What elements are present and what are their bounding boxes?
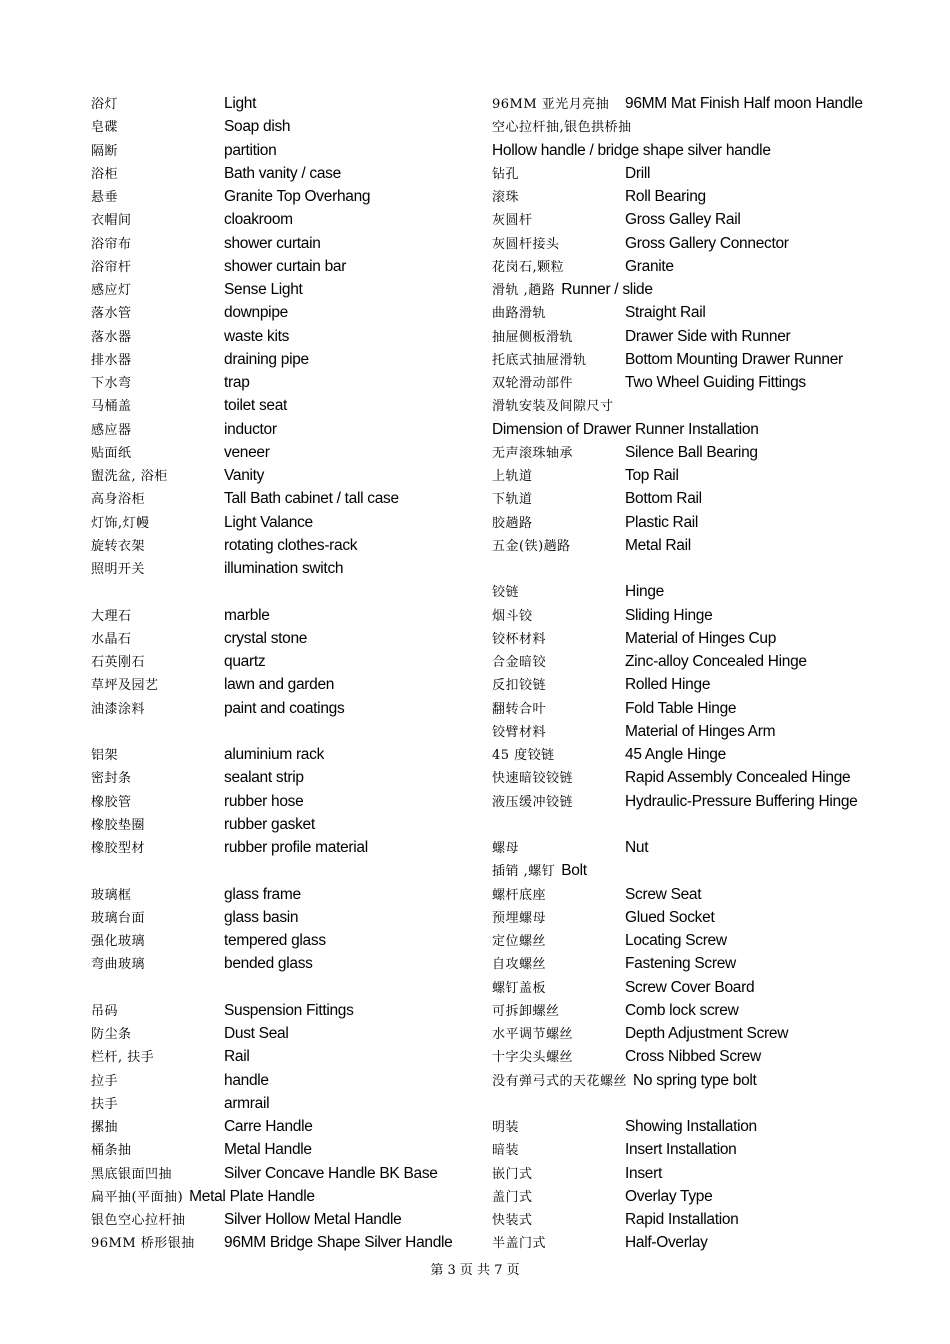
chinese-term: 橡胶垫圈 [91,817,146,833]
chinese-term: 可拆卸螺丝 [492,1003,560,1019]
english-term: Silver Concave Handle BK Base [224,1164,438,1182]
glossary-row [492,1069,932,1092]
glossary-row [492,418,932,441]
chinese-term: 灯饰,灯幔 [91,515,150,531]
glossary-row [492,1092,932,1115]
glossary-row [492,1022,932,1045]
glossary-row [91,139,471,162]
english-term: Hollow handle / bridge shape silver handle [492,141,771,159]
glossary-row [492,650,932,673]
english-term: Plastic Rail [625,513,699,531]
english-term: armrail [224,1094,270,1112]
glossary-row [492,487,932,510]
english-term: rotating clothes-rack [224,536,358,554]
glossary-row [492,929,932,952]
chinese-term: 密封条 [91,771,132,787]
glossary-row [91,441,471,464]
chinese-term: 桶条抽 [91,1143,132,1159]
chinese-term: 黑底银面凹抽 [91,1166,173,1182]
glossary-row [91,952,471,975]
english-term: Vanity [224,467,265,484]
english-term: Material of Hinges Cup [625,629,777,647]
chinese-term: 高身浴柜 [91,492,146,508]
glossary-row [91,208,471,231]
chinese-term: 照明开关 [91,562,146,577]
chinese-term: 螺母 [492,841,520,856]
glossary-row [492,208,932,231]
glossary-row [492,1231,932,1254]
english-term: glass frame [224,885,301,903]
chinese-term: 吊码 [91,1003,119,1019]
chinese-term: 感应灯 [91,283,132,298]
glossary-row [91,487,471,510]
page-footer: 第 3 页 共 7 页 [430,1263,520,1278]
glossary-row [91,580,471,603]
english-term: Bolt [561,862,587,880]
english-term: Bottom Mounting Drawer Runner [625,350,843,368]
glossary-row [91,1069,471,1092]
glossary-row [91,1185,471,1208]
chinese-term: 灰圆杆 [492,213,533,229]
glossary-row [492,185,932,208]
glossary-row [492,278,932,301]
glossary-row [91,162,471,185]
english-term: No spring type bolt [633,1071,757,1089]
chinese-term: 无声滚珠轴承 [492,445,574,461]
chinese-term: 水晶石 [91,631,132,647]
glossary-row [91,883,471,906]
glossary-row [492,836,932,859]
glossary-row [492,255,932,278]
english-term: downpipe [224,304,288,322]
english-term: draining pipe [224,350,309,368]
chinese-term: 花岗石,颗粒 [492,259,565,275]
chinese-term: 橡胶管 [91,794,132,810]
english-term: Depth Adjustment Screw [625,1025,789,1042]
glossary-row [91,278,471,301]
glossary-row [492,1045,932,1068]
chinese-term: 马桶盖 [91,399,132,415]
glossary-row [91,557,471,580]
glossary-row [492,604,932,627]
chinese-term: 灰圆杆接头 [492,236,560,252]
chinese-term: 铰臂材料 [492,724,547,740]
glossary-row [91,1045,471,1068]
english-term: lawn and garden [224,676,335,694]
glossary-row [91,1138,471,1161]
chinese-term: 橡胶型材 [91,841,146,856]
english-term: quartz [224,653,266,670]
chinese-term: 贴面纸 [91,445,132,461]
english-term: Drawer Side with Runner [625,327,791,345]
english-term: Insert [625,1164,662,1182]
glossary-row [492,790,932,813]
glossary-row [91,418,471,441]
chinese-term: 拉手 [91,1073,119,1089]
english-term: Screw Seat [625,885,702,903]
left-column [91,92,471,1255]
glossary-row [492,464,932,487]
chinese-term: 浴灯 [91,97,119,112]
glossary-row [91,650,471,673]
chinese-term: 十字尖头螺丝 [492,1050,574,1066]
chinese-term: 感应器 [91,422,132,438]
english-term: trap [224,374,250,391]
english-term: rubber hose [224,792,304,810]
chinese-term: 曲路滑轨 [492,306,547,322]
english-term: Light [224,95,257,112]
english-term: inductor [224,420,277,438]
chinese-term: 落水器 [91,329,132,345]
chinese-term: 胶趟路 [492,515,533,531]
glossary-row [492,999,932,1022]
glossary-row [91,325,471,348]
english-term: Hydraulic-Pressure Buffering Hinge [625,792,858,810]
glossary-row [91,720,471,743]
english-term: Screw Cover Board [625,978,755,996]
glossary-row [91,976,471,999]
chinese-term: 草坪及园艺 [91,678,159,694]
english-term: Silver Hollow Metal Handle [224,1211,402,1228]
english-term: Granite Top Overhang [224,188,371,205]
glossary-row [492,92,932,115]
chinese-term: 隔断 [91,143,119,159]
chinese-term: 抽屉侧板滑轨 [492,329,574,345]
chinese-term: 油漆涂料 [91,701,146,717]
glossary-row [492,325,932,348]
english-term: glass basin [224,908,299,926]
english-term: Comb lock screw [625,1001,739,1019]
glossary-row [492,115,932,138]
english-term: Locating Screw [625,932,727,949]
glossary-row [91,394,471,417]
chinese-term: 双轮滑动部件 [492,376,574,391]
chinese-term: 没有弹弓式的天花螺丝 [492,1073,628,1089]
english-term: rubber profile material [224,839,368,856]
chinese-term: 滚珠 [492,190,520,205]
chinese-term: 衣帽间 [91,213,132,229]
english-term: Top Rail [625,467,679,484]
english-term: Gross Gallery Connector [625,234,789,252]
chinese-term: 盖门式 [492,1189,533,1205]
glossary-row [492,511,932,534]
chinese-term: 45 度铰链 [492,748,555,763]
glossary-row [91,232,471,255]
glossary-row [91,255,471,278]
english-term: Bath vanity / case [224,164,341,182]
chinese-term: 96MM 桥形银抽 [91,1236,195,1252]
glossary-row [91,836,471,859]
glossary-row [492,139,932,162]
glossary-row [492,883,932,906]
glossary-row [492,1208,932,1231]
chinese-term: 栏杆, 扶手 [91,1050,155,1066]
chinese-term: 预埋螺母 [492,910,547,926]
english-term: Rolled Hinge [625,676,711,694]
english-term: Drill [625,164,651,182]
chinese-term: 落水管 [91,306,132,322]
glossary-row [91,464,471,487]
english-term: Nut [625,839,649,856]
english-term: toilet seat [224,397,288,415]
chinese-term: 铝架 [91,748,119,763]
chinese-term: 滑轨安装及间隙尺寸 [492,399,614,415]
glossary-row [492,580,932,603]
glossary-row [91,697,471,720]
english-term: Runner / slide [561,281,653,298]
english-term: Sliding Hinge [625,606,713,624]
english-term: Sense Light [224,281,303,298]
glossary-row [91,301,471,324]
glossary-row [91,348,471,371]
glossary-row [91,115,471,138]
glossary-row [91,1162,471,1185]
right-column [492,92,932,1255]
glossary-row [492,720,932,743]
chinese-term: 悬垂 [91,190,119,205]
chinese-term: 96MM 亚光月亮抽 [492,97,610,112]
glossary-row [91,673,471,696]
glossary-row [492,232,932,255]
english-term: 96MM Mat Finish Half moon Handle [625,95,863,112]
english-term: Two Wheel Guiding Fittings [625,374,806,391]
english-term: cloakroom [224,211,293,229]
english-term: Half-Overlay [625,1234,708,1252]
english-term: Carre Handle [224,1118,313,1135]
chinese-term: 滑轨 ,趟路 [492,283,556,298]
chinese-term: 盥洗盆, 浴柜 [91,469,168,484]
chinese-term: 皂碟 [91,120,119,136]
glossary-row [91,906,471,929]
glossary-row [492,1115,932,1138]
glossary-row [492,1162,932,1185]
english-term: Insert Installation [625,1141,737,1159]
chinese-term: 玻璃框 [91,887,132,903]
english-term: Soap dish [224,118,291,136]
english-term: Overlay Type [625,1187,713,1205]
english-term: marble [224,606,270,624]
glossary-row [492,441,932,464]
glossary-row [91,604,471,627]
english-term: Glued Socket [625,908,715,926]
glossary-row [492,348,932,371]
english-term: Metal Plate Handle [189,1187,315,1205]
english-term: partition [224,141,277,159]
chinese-term: 浴柜 [91,166,119,182]
english-term: 96MM Bridge Shape Silver Handle [224,1234,453,1252]
glossary-row [492,162,932,185]
english-term: paint and coatings [224,699,345,717]
chinese-term: 防尘条 [91,1027,132,1042]
glossary-row [492,813,932,836]
english-term: Fastening Screw [625,955,736,973]
glossary-row [492,952,932,975]
glossary-row [91,185,471,208]
english-term: Dimension of Drawer Runner Installation [492,420,759,438]
english-term: Silence Ball Bearing [625,443,758,461]
chinese-term: 定位螺丝 [492,934,547,949]
glossary-row [492,906,932,929]
glossary-row [492,394,932,417]
glossary-row [91,1115,471,1138]
english-term: Gross Galley Rail [625,211,741,229]
chinese-term: 液压缓冲铰链 [492,794,574,810]
chinese-term: 螺钉盖板 [492,980,547,996]
chinese-term: 托底式抽屉滑轨 [492,352,587,368]
chinese-term: 下轨道 [492,492,533,508]
chinese-term: 玻璃台面 [91,910,146,926]
english-term: rubber gasket [224,815,315,833]
chinese-term: 钻孔 [492,166,520,182]
chinese-term: 快装式 [492,1213,533,1228]
english-term: Rapid Installation [625,1211,739,1228]
english-term: Roll Bearing [625,188,706,205]
glossary-row [492,1138,932,1161]
english-term: Hinge [625,583,664,601]
chinese-term: 空心拉杆抽,银色拱桥抽 [492,120,632,136]
chinese-term: 扁平抽(平面抽) [91,1189,184,1205]
glossary-row [91,766,471,789]
chinese-term: 五金(铁)趟路 [492,538,571,554]
english-term: aluminium rack [224,746,325,763]
glossary-row [91,534,471,557]
chinese-term: 石英刚石 [91,655,146,670]
chinese-term: 扶手 [91,1096,119,1112]
chinese-term: 合金暗铰 [492,655,547,670]
chinese-term: 排水器 [91,352,132,368]
glossary-row [492,766,932,789]
english-term: waste kits [224,327,290,345]
english-term: Suspension Fittings [224,1001,354,1019]
english-term: tempered glass [224,932,326,949]
chinese-term: 反扣铰链 [492,678,547,694]
english-term: sealant strip [224,769,304,787]
chinese-term: 自攻螺丝 [492,957,547,973]
english-term: shower curtain bar [224,257,347,275]
chinese-term: 螺杆底座 [492,887,547,903]
english-term: handle [224,1071,269,1089]
english-term: Zinc-alloy Concealed Hinge [625,653,807,670]
glossary-row [91,1022,471,1045]
english-term: Showing Installation [625,1118,757,1135]
chinese-term: 浴帘布 [91,236,132,252]
chinese-term: 旋转衣架 [91,538,146,554]
glossary-row [492,976,932,999]
glossary-row [492,673,932,696]
english-term: Metal Rail [625,536,691,554]
english-term: Rail [224,1048,250,1066]
glossary-row [91,1231,471,1254]
glossary-row [91,1208,471,1231]
chinese-term: 浴帘杆 [91,259,132,275]
english-term: illumination switch [224,560,344,577]
glossary-row [492,859,932,882]
glossary-row [492,627,932,650]
glossary-row [91,511,471,534]
glossary-row [492,301,932,324]
glossary-row [492,534,932,557]
english-term: Dust Seal [224,1025,289,1042]
glossary-row [492,743,932,766]
glossary-row [91,743,471,766]
english-term: Metal Handle [224,1141,312,1159]
chinese-term: 下水弯 [91,376,132,391]
chinese-term: 铰杯材料 [492,631,547,647]
chinese-term: 大理石 [91,608,132,624]
chinese-term: 上轨道 [492,469,533,484]
english-term: crystal stone [224,629,308,647]
glossary-row [492,1185,932,1208]
english-term: Bottom Rail [625,490,702,508]
chinese-term: 摞抽 [91,1120,119,1135]
chinese-term: 半盖门式 [492,1236,547,1252]
chinese-term: 快速暗铰铰链 [492,771,574,787]
english-term: Granite [625,257,674,275]
english-term: shower curtain [224,234,321,252]
english-term: bended glass [224,955,313,973]
glossary-row [91,999,471,1022]
english-term: Cross Nibbed Screw [625,1048,761,1066]
english-term: Straight Rail [625,304,706,322]
english-term: Rapid Assembly Concealed Hinge [625,769,851,787]
english-term: veneer [224,443,270,461]
chinese-term: 银色空心拉杆抽 [91,1213,186,1228]
english-term: Tall Bath cabinet / tall case [224,490,399,508]
english-term: Material of Hinges Arm [625,722,776,740]
chinese-term: 插销 ,螺钉 [492,864,556,880]
chinese-term: 明装 [492,1120,520,1135]
glossary-row [91,929,471,952]
glossary-row [91,627,471,650]
chinese-term: 烟斗铰 [492,608,533,624]
glossary-row [492,557,932,580]
chinese-term: 强化玻璃 [91,934,146,949]
chinese-term: 水平调节螺丝 [492,1027,574,1042]
english-term: 45 Angle Hinge [625,746,726,763]
english-term: Light Valance [224,513,313,531]
chinese-term: 弯曲玻璃 [91,957,146,973]
chinese-term: 铰链 [492,585,520,601]
glossary-row [492,697,932,720]
chinese-term: 翻转合叶 [492,701,547,717]
glossary-row [91,859,471,882]
english-term: Fold Table Hinge [625,699,737,717]
glossary-row [91,92,471,115]
glossary-row [91,371,471,394]
glossary-row [91,1092,471,1115]
chinese-term: 暗装 [492,1143,520,1159]
chinese-term: 嵌门式 [492,1166,533,1182]
glossary-row [492,371,932,394]
glossary-row [91,790,471,813]
glossary-row [91,813,471,836]
